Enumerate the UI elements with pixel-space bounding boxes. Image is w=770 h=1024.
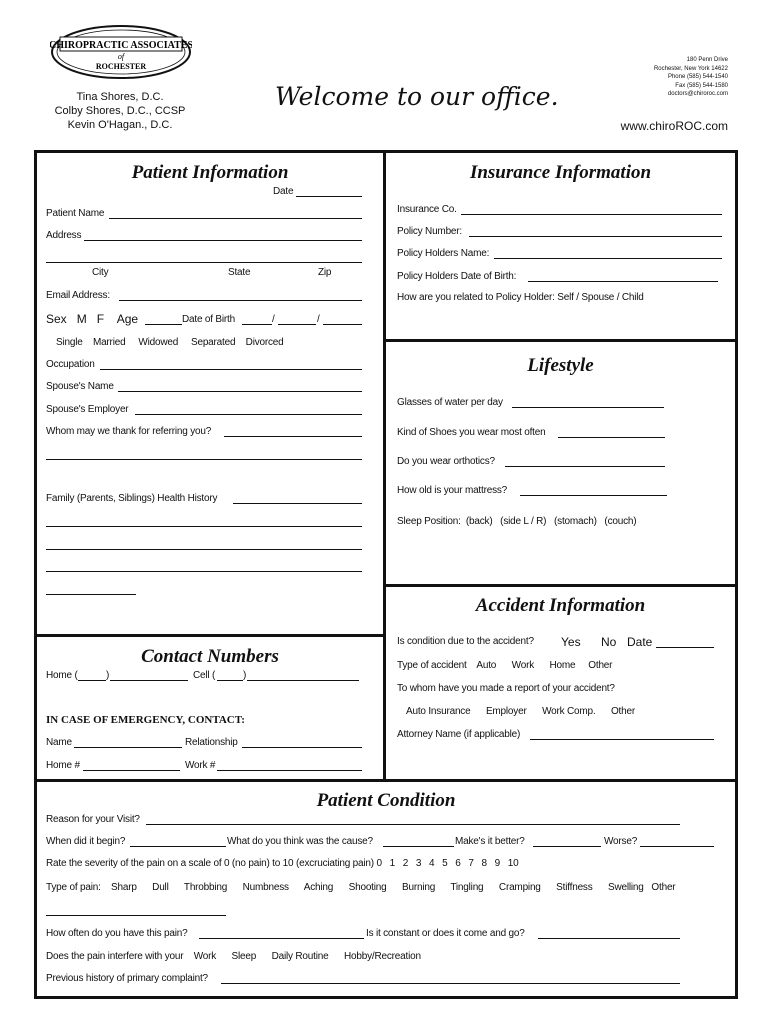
- patient-info-title: Patient Information: [131, 162, 289, 183]
- accident-type-option[interactable]: Home: [549, 660, 576, 671]
- family-history-label: Family (Parents, Siblings) Health History: [46, 493, 218, 504]
- date-field[interactable]: [296, 196, 362, 197]
- relationship-field[interactable]: [242, 747, 362, 748]
- patient-info-section: [34, 150, 386, 637]
- pain-type-label: Type of pain:: [46, 882, 101, 893]
- insurance-company-label: Insurance Co.: [397, 204, 457, 215]
- accident-title: Accident Information: [475, 595, 646, 616]
- accident-type-label: Type of accident: [397, 660, 467, 671]
- accident-date-field[interactable]: [656, 647, 714, 648]
- emergency-home-label: Home #: [46, 760, 80, 771]
- email-field[interactable]: [119, 300, 362, 301]
- cell-phone-label: Cell (: [193, 670, 216, 681]
- attorney-field[interactable]: [530, 739, 714, 740]
- address-line: doctors@chiroroc.com: [667, 91, 728, 97]
- severity-row: [46, 858, 518, 869]
- marital-option[interactable]: Married: [92, 337, 126, 348]
- holder-relation-label[interactable]: How are you related to Policy Holder: Self / Spouse / Child: [397, 292, 644, 303]
- logo-line-2: of: [117, 52, 125, 61]
- worse-field[interactable]: [640, 846, 714, 847]
- dob-label: Date of Birth: [182, 314, 235, 325]
- interfere-option[interactable]: Hobby/Recreation: [343, 951, 421, 962]
- holder-dob-field[interactable]: [528, 281, 718, 282]
- shoes-field[interactable]: [558, 437, 665, 438]
- pain-type-option[interactable]: Tingling: [450, 882, 484, 893]
- pain-type-option[interactable]: Dull: [152, 882, 169, 893]
- accident-no-option[interactable]: No: [601, 635, 617, 649]
- spouse-employer-label: Spouse's Employer: [46, 404, 129, 415]
- pain-type-option[interactable]: Cramping: [498, 882, 541, 893]
- age-field[interactable]: [145, 324, 182, 325]
- practice-logo: [50, 24, 192, 80]
- attorney-label: Attorney Name (if applicable): [397, 729, 521, 740]
- doctor-name: Kevin O'Hagan., D.C.: [67, 119, 173, 131]
- report-label: To whom have you made a report of your accident?: [397, 683, 615, 694]
- cell-phone-field[interactable]: [247, 680, 359, 681]
- age-label: Age: [116, 312, 139, 326]
- pain-type-row: [46, 882, 675, 893]
- holder-name-label: Policy Holders Name:: [397, 248, 490, 259]
- pain-type-option[interactable]: Numbness: [242, 882, 289, 893]
- report-option[interactable]: Auto Insurance: [406, 706, 471, 717]
- cell-area-code-field[interactable]: [217, 680, 243, 681]
- history-field[interactable]: [221, 983, 680, 984]
- dob-day-field[interactable]: [278, 324, 316, 325]
- pain-type-option[interactable]: Stiffness: [556, 882, 593, 893]
- pain-type-option[interactable]: Aching: [303, 882, 334, 893]
- constant-field[interactable]: [538, 938, 680, 939]
- policy-number-field[interactable]: [469, 236, 722, 237]
- address-line: Rochester, New York 14622: [653, 65, 728, 72]
- marital-option[interactable]: Divorced: [245, 337, 284, 348]
- accident-yes-option[interactable]: Yes: [561, 635, 581, 649]
- interfere-label: Does the pain interfere with your: [46, 951, 184, 962]
- email-label: Email Address:: [46, 290, 110, 301]
- referral-field-2[interactable]: [46, 459, 362, 460]
- address-field-2[interactable]: [46, 262, 362, 263]
- onset-label: When did it begin?: [46, 836, 126, 847]
- history-label: Previous history of primary complaint?: [46, 973, 208, 984]
- marital-status-row: [56, 337, 284, 348]
- policy-number-label: Policy Number:: [397, 226, 462, 237]
- pain-other-field[interactable]: [46, 915, 226, 916]
- due-to-accident-label: Is condition due to the accident?: [397, 636, 534, 647]
- better-label: Make's it better?: [455, 836, 525, 847]
- logo-line-1: CHIROPRACTIC ASSOCIATES: [50, 40, 192, 51]
- cell-paren: ): [243, 670, 247, 681]
- pain-type-option[interactable]: Burning: [402, 882, 436, 893]
- home-phone-field[interactable]: [110, 680, 188, 681]
- marital-option[interactable]: Widowed: [138, 337, 179, 348]
- dob-month-field[interactable]: [242, 324, 272, 325]
- sex-m-option[interactable]: M: [76, 312, 87, 326]
- emergency-work-field[interactable]: [217, 770, 362, 771]
- family-history-field-3[interactable]: [46, 549, 362, 550]
- accident-type-option[interactable]: Other: [588, 660, 613, 671]
- cause-field[interactable]: [383, 846, 454, 847]
- spouse-employer-field[interactable]: [135, 414, 362, 415]
- pain-type-option[interactable]: Swelling: [608, 882, 644, 893]
- accident-type-row: [397, 660, 612, 671]
- pain-type-option[interactable]: Throbbing: [183, 882, 228, 893]
- sex-age-row: [46, 312, 138, 326]
- emergency-name-label: Name: [46, 737, 72, 748]
- better-field[interactable]: [533, 846, 601, 847]
- interfere-option[interactable]: Sleep: [231, 951, 257, 962]
- home-phone-label: Home (: [46, 670, 78, 681]
- accident-date-label: Date: [627, 635, 653, 649]
- family-history-field[interactable]: [233, 503, 362, 504]
- water-field[interactable]: [512, 407, 664, 408]
- insurance-title: Insurance Information: [469, 162, 652, 183]
- address-line: Phone (585) 544-1540: [667, 74, 728, 80]
- city-label: City: [92, 267, 109, 278]
- pain-type-option[interactable]: Other: [651, 882, 676, 893]
- sex-f-option[interactable]: F: [96, 312, 105, 326]
- severity-option[interactable]: 2: [402, 858, 409, 869]
- welcome-heading: Welcome to our office.: [275, 82, 559, 111]
- doctor-name: Tina Shores, D.C.: [76, 91, 164, 103]
- mattress-label: How old is your mattress?: [397, 485, 508, 496]
- emergency-work-label: Work #: [185, 760, 216, 771]
- cause-label: What do you think was the cause?: [227, 836, 373, 847]
- logo-line-3: ROCHESTER: [95, 62, 147, 71]
- dob-year-field[interactable]: [323, 324, 362, 325]
- dob-slash: /: [317, 314, 320, 325]
- referral-field[interactable]: [224, 436, 362, 437]
- insurance-company-field[interactable]: [461, 214, 722, 215]
- constant-label: Is it constant or does it come and go?: [366, 928, 525, 939]
- shoes-label: Kind of Shoes you wear most often: [397, 427, 546, 438]
- website-link[interactable]: www.chiroROC.com: [620, 119, 728, 133]
- worse-label: Worse?: [604, 836, 638, 847]
- orthotics-field[interactable]: [505, 466, 665, 467]
- address-field[interactable]: [84, 240, 362, 241]
- severity-option[interactable]: 0: [376, 858, 382, 869]
- accident-type-option[interactable]: Auto: [476, 660, 497, 671]
- spouse-name-field[interactable]: [118, 391, 362, 392]
- marital-option[interactable]: Single: [56, 337, 83, 348]
- relationship-label: Relationship: [185, 737, 238, 748]
- address-label: Address: [46, 230, 82, 241]
- occupation-field[interactable]: [100, 369, 362, 370]
- frequency-field[interactable]: [199, 938, 364, 939]
- severity-option[interactable]: 10: [507, 858, 519, 869]
- zip-label: Zip: [318, 267, 332, 278]
- report-option[interactable]: Employer: [485, 706, 527, 717]
- sex-label: Sex: [46, 312, 67, 326]
- pain-type-option[interactable]: Sharp: [111, 882, 137, 893]
- holder-name-field[interactable]: [494, 258, 722, 259]
- patient-name-field[interactable]: [109, 218, 362, 219]
- interfere-option[interactable]: Work: [193, 951, 217, 962]
- home-area-code-field[interactable]: [78, 680, 106, 681]
- frequency-label: How often do you have this pain?: [46, 928, 188, 939]
- severity-option[interactable]: 9: [494, 858, 500, 869]
- report-options-row: [406, 706, 635, 717]
- marital-option[interactable]: Separated: [190, 337, 236, 348]
- state-label: State: [228, 267, 251, 278]
- doctor-name: Colby Shores, D.C., CCSP: [54, 105, 186, 117]
- interfere-row: [46, 951, 421, 962]
- visit-reason-field[interactable]: [146, 824, 680, 825]
- emergency-heading: IN CASE OF EMERGENCY, CONTACT:: [46, 714, 245, 726]
- water-label: Glasses of water per day: [397, 397, 503, 408]
- practice-address: [600, 56, 728, 99]
- severity-option[interactable]: 6: [455, 858, 461, 869]
- lifestyle-title: Lifestyle: [527, 355, 594, 376]
- home-paren: ): [106, 670, 110, 681]
- severity-option[interactable]: 3: [415, 858, 422, 869]
- sleep-position-label[interactable]: Sleep Position: (back) (side L / R) (stomach) (couch): [397, 516, 637, 527]
- emergency-home-field[interactable]: [83, 770, 180, 771]
- condition-title: Patient Condition: [316, 790, 456, 811]
- family-history-field-2[interactable]: [46, 526, 362, 527]
- severity-option[interactable]: 8: [481, 858, 487, 869]
- mattress-field[interactable]: [520, 495, 667, 496]
- interfere-option[interactable]: Daily Routine: [271, 951, 329, 962]
- family-history-field-4[interactable]: [46, 571, 362, 572]
- patient-name-label: Patient Name: [46, 208, 105, 219]
- report-option[interactable]: Other: [610, 706, 635, 717]
- referral-label: Whom may we thank for referring you?: [46, 426, 212, 437]
- dob-slash: /: [272, 314, 275, 325]
- contact-title: Contact Numbers: [141, 646, 279, 667]
- emergency-name-field[interactable]: [74, 747, 182, 748]
- date-label: Date: [273, 186, 294, 197]
- address-line: Fax (585) 544-1580: [675, 82, 728, 89]
- occupation-label: Occupation: [46, 359, 95, 370]
- severity-label: Rate the severity of the pain on a scale of 0 (no pain) to 10 (excruciating pain): [46, 858, 374, 869]
- doctor-list: [40, 90, 200, 132]
- visit-reason-label: Reason for your Visit?: [46, 814, 140, 825]
- severity-option[interactable]: 1: [389, 858, 395, 869]
- orthotics-label: Do you wear orthotics?: [397, 456, 495, 467]
- address-line: 180 Penn Drive: [686, 57, 728, 63]
- spouse-name-label: Spouse's Name: [46, 381, 114, 392]
- pain-type-option[interactable]: Shooting: [348, 882, 387, 893]
- report-option[interactable]: Work Comp.: [542, 706, 596, 717]
- severity-option[interactable]: 5: [442, 858, 448, 869]
- family-history-field-5[interactable]: [46, 594, 136, 595]
- severity-option[interactable]: 7: [468, 858, 474, 869]
- severity-option[interactable]: 4: [428, 858, 435, 869]
- onset-field[interactable]: [130, 846, 226, 847]
- holder-dob-label: Policy Holders Date of Birth:: [397, 271, 517, 282]
- accident-type-option[interactable]: Work: [511, 660, 535, 671]
